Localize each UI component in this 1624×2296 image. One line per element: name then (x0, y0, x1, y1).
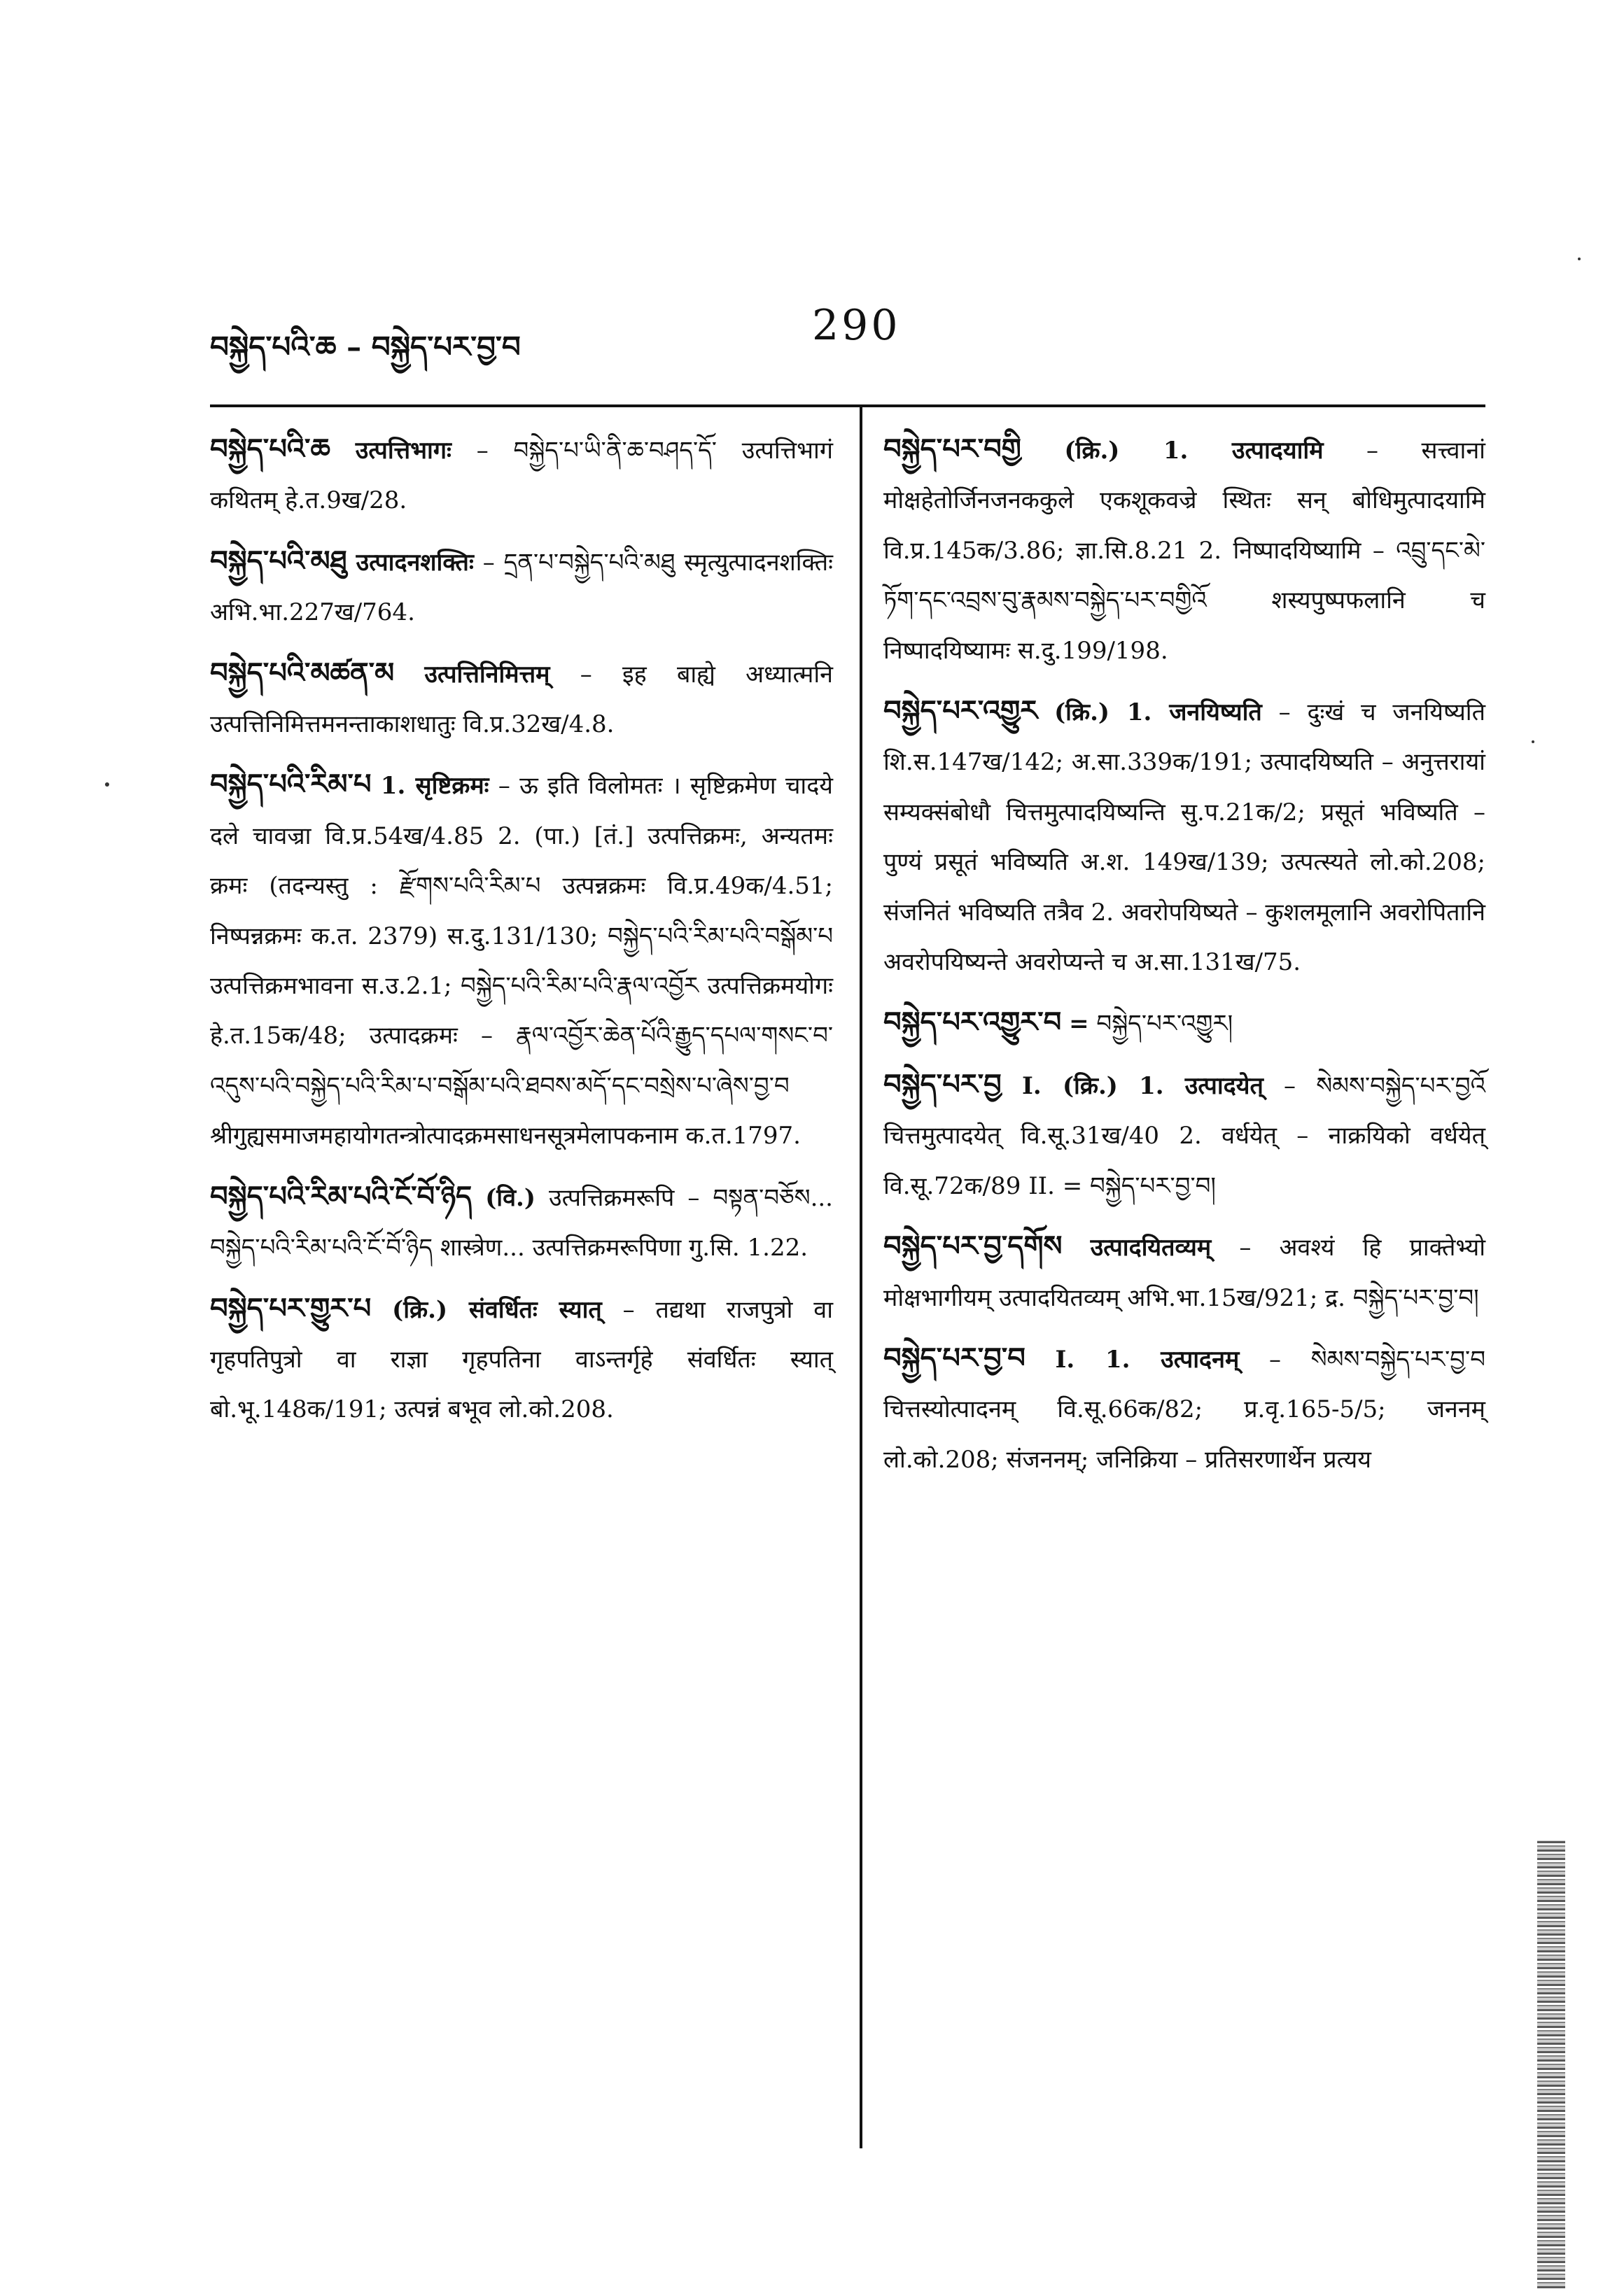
entry-body: उत्पत्तिक्रमरूपि – བསྟན་བཅོས... བསྐྱེད་པའི་རིམ་པའི་ངོ་བོ་ཉིད शास्त्रेण... उत्पत्तिक्रमरूपिणा गु.सि. 1.22. (210, 1183, 833, 1262)
entry-headword: བསྐྱེད་པའི་ཆ (210, 432, 330, 465)
scan-edge-artifact (1537, 1840, 1565, 2288)
entry-gloss: I. (क्रि.) 1. उत्पादयेत् (1022, 1071, 1264, 1100)
dictionary-entry (210, 536, 833, 638)
dictionary-entry (883, 1221, 1485, 1323)
dictionary-entry (210, 1283, 833, 1435)
entry-body: – སེམས་བསྐྱེད་པར་བྱ་བ चित्तस्योत्पादनम् वि.सू.66क/82; प्र.वृ.165-5/5; जननम् लो.को.208; संजननम्; जनिक्रिया – प्रतिसरणार्थेन प्रत्यय (883, 1345, 1485, 1474)
entry-body: བསྐྱེད་པར་འགྱུར། (1096, 1010, 1233, 1038)
dictionary-entry (210, 648, 833, 750)
dictionary-entry (883, 1059, 1485, 1211)
entry-headword: བསྐྱེད་པར་འགྱུར (883, 694, 1038, 728)
dictionary-entry (210, 1171, 833, 1274)
entry-headword: བསྐྱེད་པའི་རིམ་པ (210, 768, 372, 801)
page-header (210, 301, 1484, 364)
dictionary-entry (210, 759, 833, 1161)
dictionary-entry (883, 1333, 1485, 1485)
entry-body: – དྲན་པ་བསྐྱེད་པའི་མཐུ स्मृत्युत्पादनशक्तिः अभि.भा.227ख/764. (210, 548, 833, 627)
entry-body: – ऊ इति विलोमतः । सृष्टिक्रमेण चादये दले चावज्रा वि.प्र.54ख/4.85 2. (पा.) [तं.] उत्पत्तिक्रमः, अन्यतमः क्रमः (तदन्यस्तु : རྫོགས་པའི་རིམ་པ उत्पन्नक्रमः वि.प्र.49क/4.51; निष्पन्नक्रमः क.त. 2379) स.दु.131/130; བསྐྱེད་པའི་རིམ་པའི་བསྒོམ་པ उत्पत्तिक्रमभावना स.उ.2.1; བསྐྱེད་པའི་རིམ་པའི་རྣལ་འབྱོར उत्पत्तिक्रमयोगः हे.त.15क/48; उत्पादक्रमः – རྣལ་འབྱོར་ཆེན་པོའི་རྒྱུད་དཔལ་གསང་བ་འདུས་པའི་བསྐྱེད་པའི་རིམ་པ་བསྒོམ་པའི་ཐབས་མདོ་དང་བསྲེས་པ་ཞེས་བྱ་བ श्रीगुह्यसमाजमहायोगतन्त्रोत्पादक्रमसाधनसूत्रमेलापकनाम क.त.1797. (210, 772, 834, 1150)
entry-headword: བསྐྱེད་པའི་མཚན་མ (210, 656, 395, 689)
entry-headword: བསྐྱེད་པར་བྱ་བ (883, 1341, 1026, 1374)
entry-gloss: उत्पत्तिनिमित्तम् (424, 660, 550, 689)
entry-headword: བསྐྱེད་པའི་མཐུ (210, 544, 347, 577)
entry-headword: བསྐྱེད་པར་འགྱུར་བ (883, 1006, 1062, 1039)
entry-body: – तद्यथा राजपुत्रो वा गृहपतिपुत्रो वा राज्ञा गृहपतिना वाऽन्तर्गृहे संवर्धितः स्यात् बो.भू.148क/191; उत्पन्नं बभूव लो.को.208. (210, 1295, 834, 1424)
dictionary-entry (210, 424, 833, 526)
entry-gloss: (क्रि.) 1. जनयिष्यति (1054, 698, 1262, 727)
dictionary-entry (883, 686, 1485, 987)
entry-gloss: 1. सृष्टिक्रमः (380, 772, 489, 801)
entry-body: – अवश्यं हि प्राक्तेभ्यो मोक्षभागीयम् उत्पादयितव्यम् अभि.भा.15ख/921; द्र. བསྐྱེད་པར་བྱ་བ། (883, 1234, 1486, 1312)
entry-gloss: उत्पादयितव्यम् (1090, 1234, 1212, 1262)
entry-body: – इह बाह्ये अध्यात्मनि उत्पत्तिनिमित्तमनन्ताकाशधातुः वि.प्र.32ख/4.8. (210, 660, 834, 739)
right-column (883, 424, 1485, 1495)
scan-speck (105, 782, 109, 787)
entry-headword: བསྐྱེད་པར་བགྱི (883, 432, 1021, 465)
entry-headword: བསྐྱེད་པའི་རིམ་པའི་ངོ་བོ་ཉིད (210, 1179, 472, 1213)
scan-speck (1578, 258, 1581, 260)
entry-headword: བསྐྱེད་པར་བྱ་དགོས (883, 1230, 1063, 1263)
entry-body: – བསྐྱེད་པ་ཡི་ནི་ཆ་བཤད་དོ་ उत्पत्तिभागं कथितम् हे.त.9ख/28. (210, 437, 833, 515)
entry-body: – दुःखं च जनयिष्यति शि.स.147ख/142; अ.सा.339क/191; उत्पादयिष्यति – अनुत्तरायां सम्यक्संबोधौ चित्तमुत्पादयिष्यन्ति सु.प.21क/2; प्रसूतं भविष्यति – पुण्यं प्रसूतं भविष्यति अ.श. 149ख/139; उत्पत्स्यते लो.को.208; संजनितं भविष्यति तत्रैव 2. अवरोपयिष्यते – कुशलमूलानि अवरोपितानि अवरोपयिष्यन्ते अवरोप्यन्ते च अ.सा.131ख/75. (883, 698, 1485, 977)
column-divider (860, 406, 862, 2148)
entry-headword: བསྐྱེད་པར་གྱུར་པ (210, 1291, 372, 1325)
entry-gloss: I. 1. उत्पादनम् (1055, 1345, 1240, 1374)
page-number: 290 (812, 301, 901, 350)
dictionary-entry (883, 424, 1485, 676)
entry-headword: བསྐྱེད་པར་བྱ (883, 1067, 1002, 1101)
scan-speck (1532, 740, 1534, 743)
entry-gloss: = (1069, 1010, 1089, 1038)
entry-body: – སེམས་བསྐྱེད་པར་བྱའོ चित्तमुत्पादयेत् वि.सू.31ख/40 2. वर्धयेत् – नाक्रयिको वर्धयेत् वि.सू.72क/89 II. = བསྐྱེད་པར་བྱ་བ། (883, 1071, 1486, 1200)
header-rule (210, 404, 1485, 407)
running-head: བསྐྱེད་པའི་ཆ – བསྐྱེད་པར་བྱ་བ (210, 330, 521, 364)
entry-gloss: (क्रि.) संवर्धितः स्यात् (392, 1295, 602, 1324)
entry-gloss: (क्रि.) 1. उत्पादयामि (1064, 437, 1324, 465)
entry-gloss: (वि.) (485, 1183, 536, 1212)
dictionary-entry (883, 997, 1485, 1049)
entry-gloss: उत्पत्तिभागः (355, 437, 451, 465)
entry-gloss: उत्पादनशक्तिः (356, 548, 474, 577)
entry-body: – सत्त्वानां मोक्षहेतोर्जिनजनककुले एकशूकवज्रे स्थितः सन् बोधिमुत्पादयामि वि.प्र.145क/3.86; ज्ञा.सि.8.21 2. निष्पादयिष्यामि – འབྲུ་དང་མེ་ཏོག་དང་འབྲས་བུ་རྣམས་བསྐྱེད་པར་བགྱིའོ शस्यपुष्पफलानि च निष्पादयिष्यामः स.दु.199/198. (883, 437, 1485, 665)
left-column (210, 424, 833, 1445)
